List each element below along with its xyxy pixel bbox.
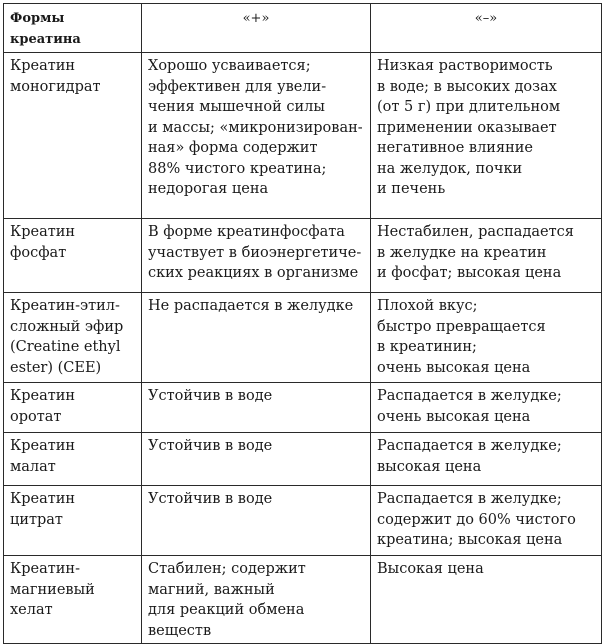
row-cons-cell: Распадается в желудке; очень высокая цена xyxy=(371,383,602,433)
row-form-cell: Креатин-этил- сложный эфир (Creatine ethyl ester) (CEE) xyxy=(4,293,142,383)
row-cons-cell: Нестабилен, распадается в желудке на креатин и фосфат; высокая цена xyxy=(371,219,602,293)
row-pros-cell: Хорошо усваивается; эффективен для увели- чения мышечной силы и массы; «микронизирован- ная» форма содержит 88% чистого креатина; недорогая цена xyxy=(142,53,371,219)
header-pros: «+» xyxy=(142,4,371,53)
row-form-cell: Креатин фосфат xyxy=(4,219,142,293)
row-form-cell: Креатин моногидрат xyxy=(4,53,142,219)
row-cons-cell: Плохой вкус; быстро превращается в креатинин; очень высокая цена xyxy=(371,293,602,383)
creatine-forms-table xyxy=(3,3,602,644)
row-cons-cell: Распадается в желудке; высокая цена xyxy=(371,433,602,486)
row-pros-cell: Устойчив в воде xyxy=(142,433,371,486)
row-pros-cell: В форме креатинфосфата участвует в биоэнергетиче- ских реакциях в организме xyxy=(142,219,371,293)
row-cons-cell: Распадается в желудке; содержит до 60% чистого креатина; высокая цена xyxy=(371,486,602,556)
table-row xyxy=(4,486,602,556)
row-form-cell: Креатин оротат xyxy=(4,383,142,433)
row-pros-cell: Устойчив в воде xyxy=(142,486,371,556)
header-forms: Формы креатина xyxy=(4,4,142,53)
row-pros-cell: Стабилен; содержит магний, важный для реакций обмена веществ xyxy=(142,556,371,644)
header-row xyxy=(4,4,602,53)
table-row xyxy=(4,53,602,219)
row-form-cell: Креатин малат xyxy=(4,433,142,486)
row-cons-cell: Высокая цена xyxy=(371,556,602,644)
row-form-cell: Креатин- магниевый хелат xyxy=(4,556,142,644)
row-pros-cell: Устойчив в воде xyxy=(142,383,371,433)
table-row xyxy=(4,383,602,433)
row-cons-cell: Низкая растворимость в воде; в высоких дозах (от 5 г) при длительном применении оказывает негативное влияние на желудок, почки и печень xyxy=(371,53,602,219)
header-cons: «–» xyxy=(371,4,602,53)
table-row xyxy=(4,556,602,644)
table-row xyxy=(4,293,602,383)
row-form-cell: Креатин цитрат xyxy=(4,486,142,556)
table-row xyxy=(4,219,602,293)
row-pros-cell: Не распадается в желудке xyxy=(142,293,371,383)
table-row xyxy=(4,433,602,486)
